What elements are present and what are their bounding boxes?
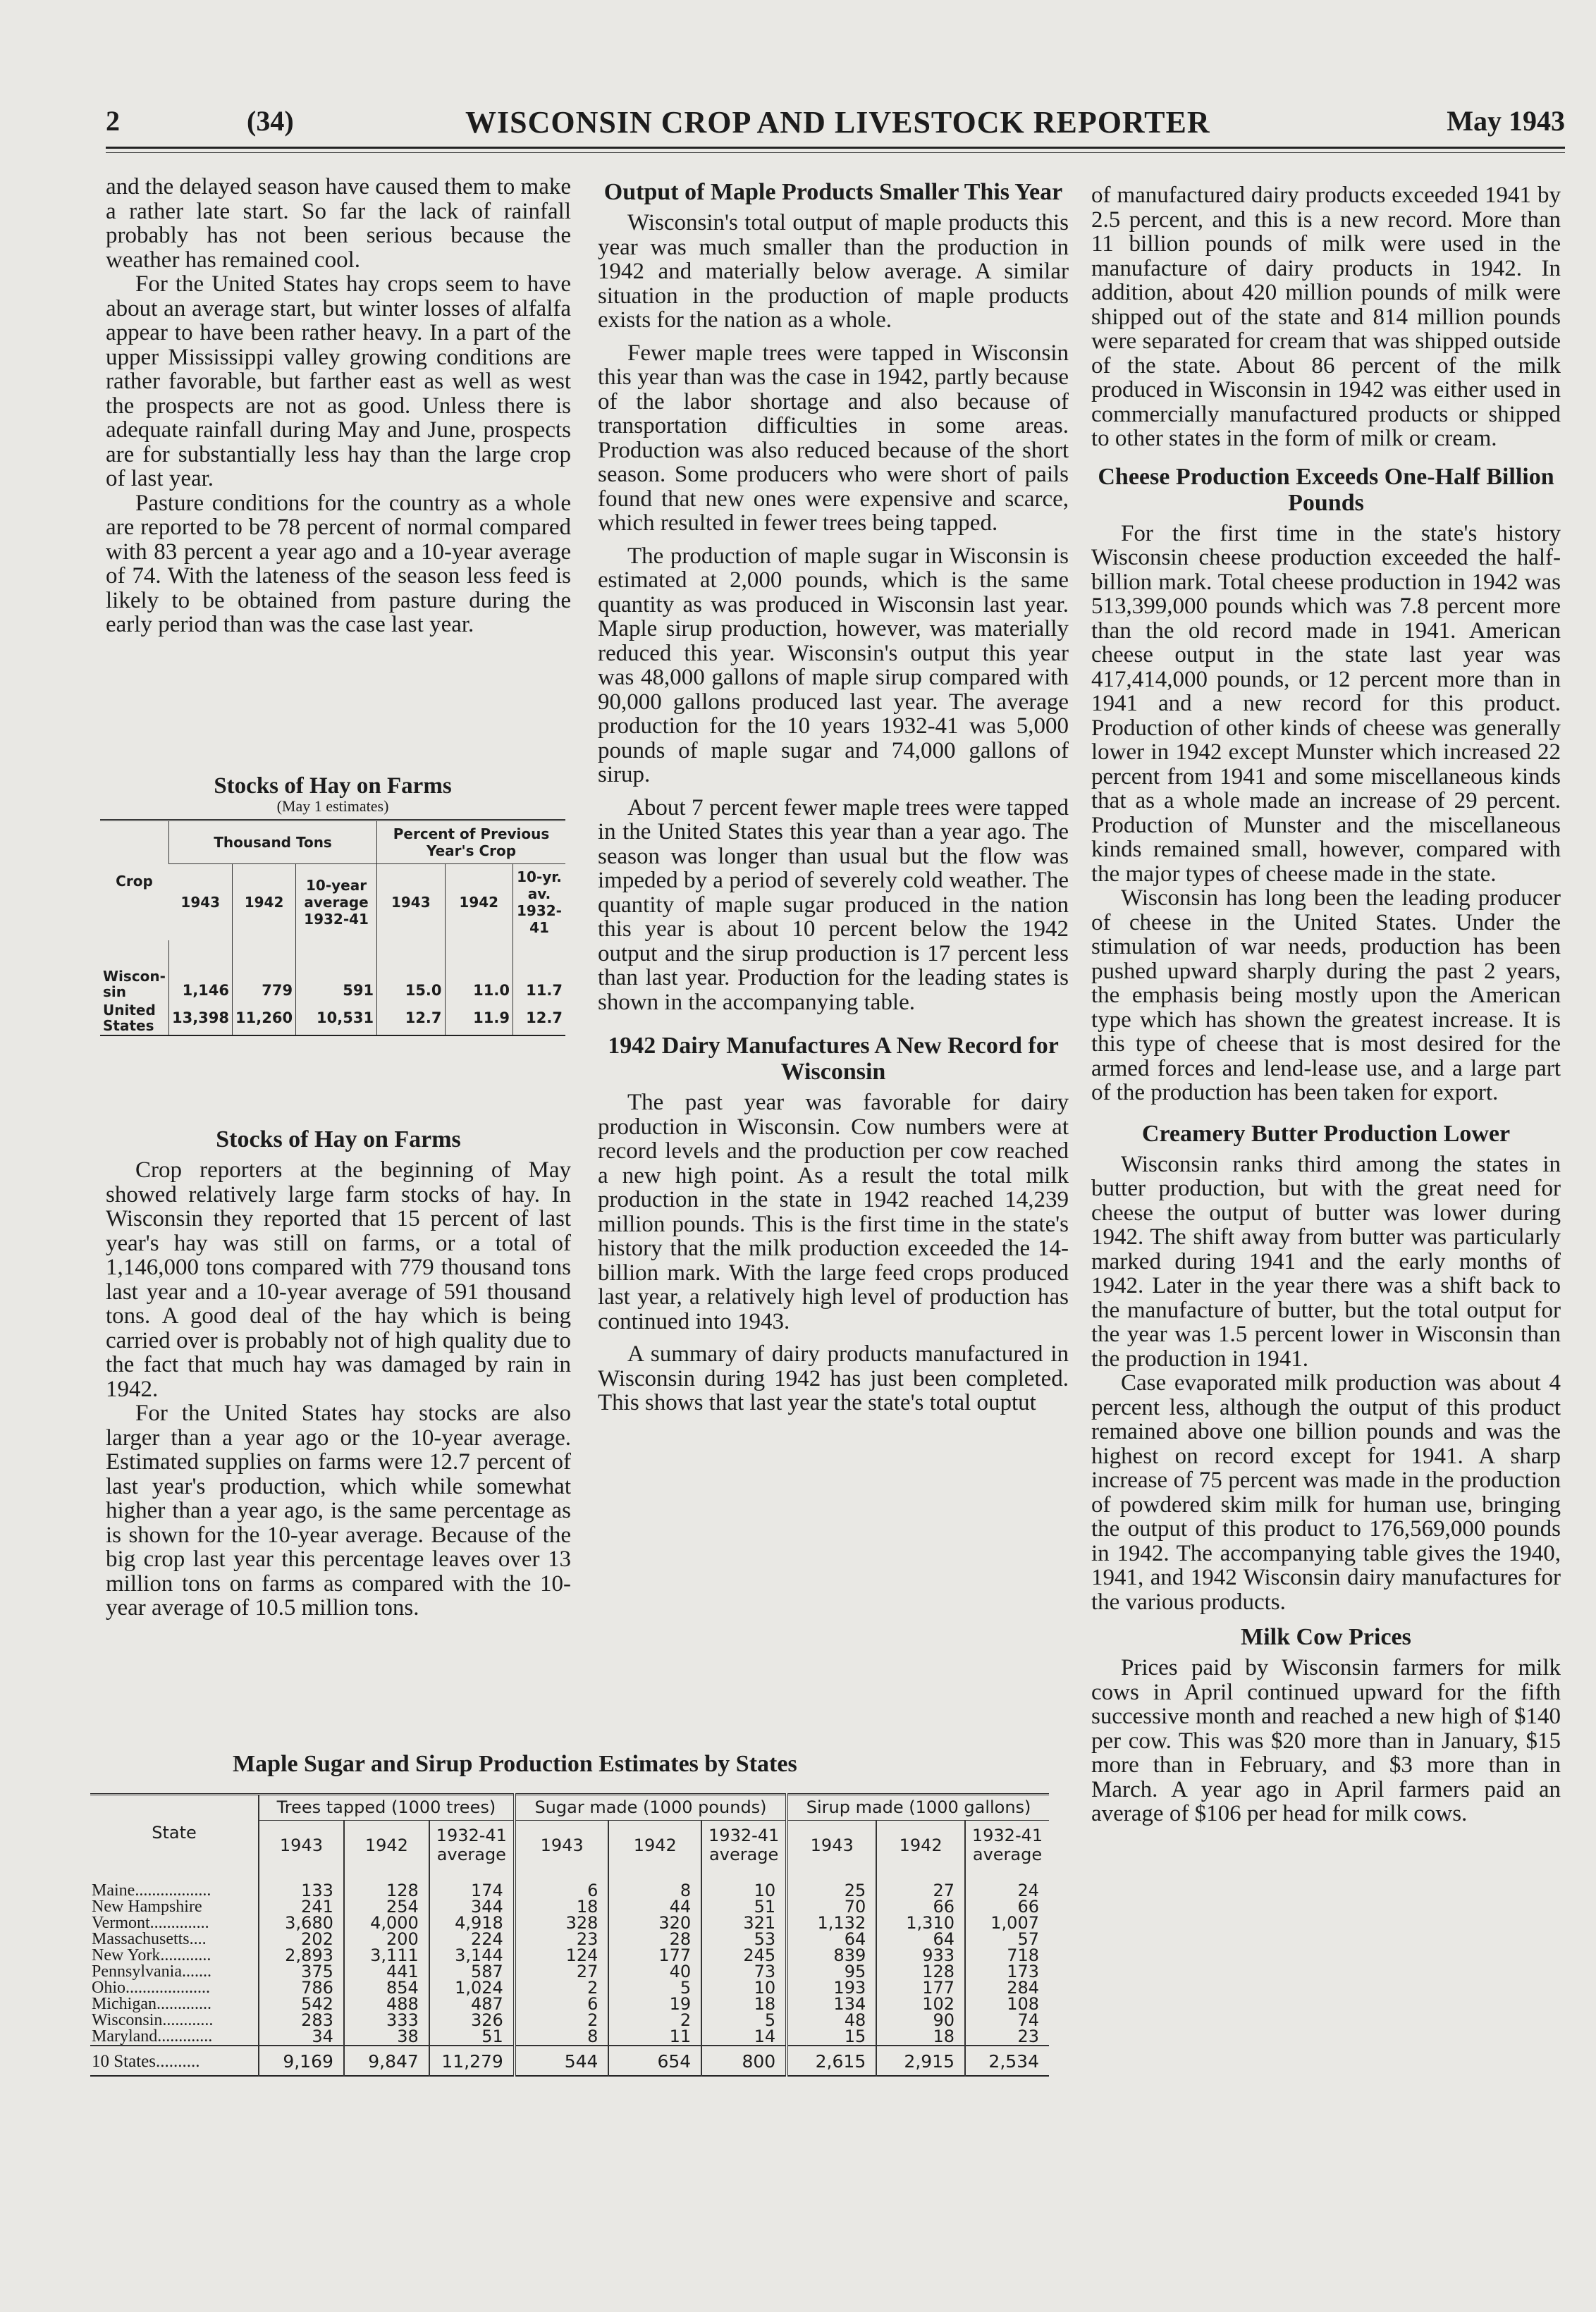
paragraph: and the delayed season have caused them to make a rather late start. So far the lack of rainfall probably has not been serious because the weather has remained cool. [106,174,571,273]
row-label: Pennsylvania....... [92,1962,211,1981]
column-header: 1943 [259,1821,344,1871]
table-cell: 224 [429,1931,515,1948]
table-cell: 25 [787,1870,876,1899]
table-cell: 27 [515,1964,609,1980]
row-label: Ohio.................... [92,1979,210,1997]
table-cell: 40 [608,1964,701,1980]
table-cell: 1,132 [787,1915,876,1931]
table-cell: 19 [608,1996,701,2012]
table-cell: 375 [259,1964,344,1980]
table-cell: 6 [515,1996,609,2012]
table-cell: 487 [429,1996,515,2012]
paragraph: Fewer maple trees were tapped in Wisconsin this year than was the case in 1942, partly because of the labor shortage and also because of transportation difficulties in some areas. Production was also reduced because of the short season. Some producers who were short of pails found that new ones were expensive and scarce, which resulted in fewer trees being tapped. [598,340,1069,536]
column-header: 1942 [344,1821,429,1871]
table-cell: 4,918 [429,1915,515,1931]
column-header: 10-year average 1932-41 [296,864,377,941]
table-cell: 718 [965,1948,1049,1964]
table-cell: 66 [965,1899,1049,1915]
table-cell: 2,915 [876,2046,965,2076]
maple-production-table [90,1793,1049,2077]
table-cell: 18 [515,1899,609,1915]
column-3 [1091,183,1561,1826]
table-cell: 333 [344,2012,429,2029]
table-cell: 254 [344,1899,429,1915]
paragraph: For the first time in the state's history Wisconsin cheese production exceeded the half-billion mark. Total cheese production in 1942 was 513,399,000 pounds which was 7.8 percent more than the old record made in 1941. American cheese output in the state last year was 417,414,000 pounds, or 12 percent more than in 1941 and a new record for this product. Production of other kinds of cheese was generally lower in 1942 except Munster which increased 22 percent from 1941 and some miscellaneous kinds that as a whole made an increase of 29 percent. Production of Munster and the miscellaneous kinds remained small, however, compared with the major types of cheese made in the state. [1091,520,1561,887]
table-cell: 542 [259,1996,344,2012]
column-header: 1942 [876,1821,965,1871]
table-cell: 28 [608,1931,701,1948]
table-cell: 328 [515,1915,609,1931]
table-row [90,2029,1049,2046]
table-cell: 9,847 [344,2046,429,2076]
table-cell: 23 [515,1931,609,1948]
row-label: New Hampshire [92,1898,202,1916]
row-label: Wisconsin............ [92,2011,214,2029]
hay-stocks-table-block [100,774,565,1036]
table-cell: 326 [429,2012,515,2029]
table-cell: 57 [965,1931,1049,1948]
table-cell: 786 [259,1980,344,1996]
table-row [100,1001,565,1035]
column-1-continued [106,1126,571,1621]
table-cell: 3,680 [259,1915,344,1931]
table-cell: 6 [515,1870,609,1899]
issue-date: May 1943 [1447,105,1565,137]
table-cell: 15 [787,2029,876,2046]
table-row [90,1980,1049,1996]
column-group-header: Sugar made (1000 pounds) [515,1795,787,1821]
section-heading: Cheese Production Exceeds One-Half Billion Pounds [1098,463,1554,516]
paragraph: Pasture conditions for the country as a whole are reported to be 78 percent of normal compared with 83 percent a year ago and a 10-year average of 74. With the lateness of the season less feed is likely to be obtained from pasture during the early period than was the case last year. [106,490,571,637]
row-label: New York............ [92,1946,211,1964]
column-header: 1932-41 average [429,1821,515,1871]
column-header: 1932-41 average [965,1821,1049,1871]
table-cell: 5 [608,1980,701,1996]
table-row [90,1948,1049,1964]
table-row [90,1964,1049,1980]
column-header: 1932-41 average [701,1821,787,1871]
column-group-header: Percent of Previous Year's Crop [377,820,565,864]
table-cell: 11.0 [445,940,512,1001]
table-cell: 11.9 [445,1001,512,1035]
row-label: 10 States.......... [90,2046,259,2076]
table-cell: 124 [515,1948,609,1964]
paragraph: For the United States hay crops seem to have about an average start, but winter losses of alfalfa appear to have been rather heavy. In a part of the upper Mississippi valley growing conditions are rather favorable, but farther east as well as west the prospects are not as good. Unless there is adequate rainfall during May and June, prospects are for substantially less hay than the large crop of last year. [106,271,571,491]
table-cell: 10 [701,1980,787,1996]
row-label: Michigan............. [92,1995,211,2013]
row-label: Wiscon- sin [103,968,166,1000]
table-cell: 591 [296,940,377,1001]
table-row [90,1870,1049,1899]
table-cell: 44 [608,1899,701,1915]
table-title: Stocks of Hay on Farms [214,773,452,799]
table-cell: 11 [608,2029,701,2046]
paragraph: Wisconsin has long been the leading producer of cheese in the United States. Under the stimulation of war needs, production has been pushed upward sharply during the past 2 years, the emphasis being mostly upon the American type which has shown the greatest increase. It is this type of cheese that is most desired for the armed forces and lend-lease use, and a large part of the production has been taken for export. [1091,885,1561,1105]
paragraph: Case evaporated milk production was about 4 percent less, although the output of this product remained above one billion pounds and was the highest on record except for 1941. A sharp increase of 75 percent was made in the production of powdered skim milk for human use, bringing the output of this product to 176,569,000 pounds in 1942. The accompanying table gives the 1940, 1941, and 1942 Wisconsin dairy manufactures for the various products. [1091,1370,1561,1615]
table-cell: 51 [429,2029,515,2046]
table-cell: 128 [876,1964,965,1980]
table-cell: 1,024 [429,1980,515,1996]
page-number: 2 [106,105,120,137]
table-cell: 13,398 [168,1001,232,1035]
table-cell: 5 [701,2012,787,2029]
table-cell: 4,000 [344,1915,429,1931]
table-cell: 134 [787,1996,876,2012]
row-label: Massachusetts.... [92,1930,207,1948]
table-cell: 27 [876,1870,965,1899]
paragraph: Wisconsin ranks third among the states in butter production, but with the great need for cheese the output of butter was lower during 1942. The shift away from butter was particularly marked during 1941 and the early months of 1942. Later in the year there was a shift back to the manufacture of butter, but the total output for the year was 1.5 percent lower in Wisconsin than the production in 1941. [1091,1151,1561,1372]
section-heading: Stocks of Hay on Farms [216,1126,461,1152]
table-cell: 95 [787,1964,876,1980]
column-header: 1943 [168,864,232,941]
header-rule [106,147,1565,149]
table-cell: 102 [876,1996,965,2012]
paragraph: The production of maple sugar in Wisconsin is estimated at 2,000 pounds, which is the same quantity as was produced in Wisconsin last year. Maple sirup production, however, was materially reduced this year. Wisconsin's output this year was 48,000 gallons of maple sirup compared with 90,000 gallons produced last year. The average production for the 10 years 1932-41 was 5,000 pounds of maple sugar and 74,000 gallons of sirup. [598,543,1069,787]
table-cell: 18 [701,1996,787,2012]
column-header: 10-yr. av. 1932-41 [513,864,566,941]
table-cell: 544 [515,2046,609,2076]
table-row [90,2012,1049,2029]
header-rule-thin [106,152,1565,153]
table-cell: 839 [787,1948,876,1964]
table-row [90,1915,1049,1931]
table-cell: 8 [515,2029,609,2046]
table-cell: 90 [876,2012,965,2029]
table-cell: 245 [701,1948,787,1964]
table-cell: 202 [259,1931,344,1948]
paragraph: The past year was favorable for dairy production in Wisconsin. Cow numbers were at record levels and the production per cow reached a new high point. As a result the total milk production in the state in 1942 reached 14,239 million pounds. This is the first time in the state's history that the milk production exceeded the 14-billion mark. With the large feed crops produced last year, a relatively high level of production has continued into 1943. [598,1090,1069,1334]
table-cell: 15.0 [377,940,445,1001]
table-cell: 854 [344,1980,429,1996]
table-cell: 64 [876,1931,965,1948]
table-cell: 64 [787,1931,876,1948]
table-cell: 11,260 [233,1001,296,1035]
table-cell: 933 [876,1948,965,1964]
table-cell: 10 [701,1870,787,1899]
paragraph: For the United States hay stocks are also larger than a year ago or the 10-year average. Estimated supplies on farms were 12.7 percent of last year's production, which while somewhat higher than a year ago, is the same percentage as is shown for the 10-year average. Because of the big crop last year this percentage leaves over 13 million tons on farms as compared with the 10-year average of 10.5 million tons. [106,1401,571,1621]
table-cell: 73 [701,1964,787,1980]
table-cell: 177 [876,1980,965,1996]
issue-number: (34) [247,105,294,137]
table-cell: 51 [701,1899,787,1915]
table-cell: 3,111 [344,1948,429,1964]
column-group-header: Sirup made (1000 gallons) [787,1795,1049,1821]
column-group-header: Thousand Tons [168,820,376,864]
paragraph: Crop reporters at the beginning of May showed relatively large farm stocks of hay. In Wisconsin they reported that 15 percent of last year's hay was still on farms, or a total of 1,146,000 tons compared with 779 thousand tons last year and a 10-year average of 591 thousand tons. A good deal of the hay which is being carried over is probably not of high quality due to the fact that much hay was damaged by rain in 1942. [106,1157,571,1402]
row-label: United States [103,1002,156,1034]
table-cell: 2,615 [787,2046,876,2076]
page-header [106,104,1565,147]
table-cell: 3,144 [429,1948,515,1964]
column-header: 1942 [233,864,296,941]
table-cell: 177 [608,1948,701,1964]
table-cell: 321 [701,1915,787,1931]
column-header: 1942 [445,864,512,941]
table-cell: 38 [344,2029,429,2046]
table-cell: 53 [701,1931,787,1948]
table-cell: 173 [965,1964,1049,1980]
table-cell: 488 [344,1996,429,2012]
table-cell: 2 [608,2012,701,2029]
table-cell: 8 [608,1870,701,1899]
table-cell: 320 [608,1915,701,1931]
table-cell: 66 [876,1899,965,1915]
section-heading: Output of Maple Products Smaller This Year [603,179,1063,205]
table-row [100,940,565,1001]
section-heading: 1942 Dairy Manufactures A New Record for Wisconsin [608,1033,1059,1085]
table-cell: 1,007 [965,1915,1049,1931]
table-cell: 11,279 [429,2046,515,2076]
table-cell: 284 [965,1980,1049,1996]
table-cell: 200 [344,1931,429,1948]
row-label: Maryland............. [92,2027,213,2046]
paragraph: of manufactured dairy products exceeded 1941 by 2.5 percent, and this is a new record. More than 11 billion pounds of milk were used in the manufacture of dairy products in 1942. In addition, about 420 million pounds of milk were shipped out of the state and 814 million pounds were separated for cream that was shipped outside of the state. About 86 percent of the milk produced in Wisconsin in 1942 was either used in commercially manufactured products or shipped to other states in the form of milk or cream. [1091,183,1561,451]
table-cell: 587 [429,1964,515,1980]
column-header: 1943 [515,1821,609,1871]
publication-title: WISCONSIN CROP AND LIVESTOCK REPORTER [465,105,1210,140]
hay-stocks-table [100,819,565,1036]
table-cell: 2,534 [965,2046,1049,2076]
column-header: 1942 [608,1821,701,1871]
table-cell: 12.7 [513,1001,566,1035]
table-cell: 779 [233,940,296,1001]
column-2 [598,179,1069,1415]
table-cell: 70 [787,1899,876,1915]
table-cell: 283 [259,2012,344,2029]
column-1 [106,175,571,637]
table-cell: 441 [344,1964,429,1980]
table-cell: 23 [965,2029,1049,2046]
table-cell: 1,146 [168,940,232,1001]
table-cell: 174 [429,1870,515,1899]
table-cell: 11.7 [513,940,566,1001]
table-cell: 10,531 [296,1001,377,1035]
table-cell: 241 [259,1899,344,1915]
table-total-row [90,2046,1049,2076]
table-cell: 2 [515,2012,609,2029]
table-subtitle: (May 1 estimates) [276,797,389,815]
column-header: 1943 [787,1821,876,1871]
paragraph: A summary of dairy products manufactured in Wisconsin during 1942 has just been completed. This shows that last year the state's total ouptut [598,1341,1069,1415]
table-title: Maple Sugar and Sirup Production Estimates by States [233,1751,797,1777]
table-cell: 18 [876,2029,965,2046]
table-row [90,1996,1049,2012]
table-cell: 800 [701,2046,787,2076]
column-group-header: Trees tapped (1000 trees) [259,1795,515,1821]
table-cell: 128 [344,1870,429,1899]
row-label: Maine.................. [92,1881,211,1900]
row-label: Vermont.............. [92,1914,209,1932]
column-header: State [152,1822,197,1843]
column-header: Crop [116,872,153,890]
table-cell: 12.7 [377,1001,445,1035]
table-cell: 654 [608,2046,701,2076]
table-cell: 344 [429,1899,515,1915]
table-cell: 193 [787,1980,876,1996]
paragraph: About 7 percent fewer maple trees were tapped in the United States this year than a year ago. The season was longer than usual but the flow was impeded by a period of severely cold weather. The quantity of maple sugar produced in the nation this year is about 10 percent below the 1942 output and the sirup production is 17 percent less than last year. Production for the leading states is shown in the accompanying table. [598,794,1069,1015]
table-cell: 74 [965,2012,1049,2029]
table-cell: 14 [701,2029,787,2046]
table-cell: 9,169 [259,2046,344,2076]
table-cell: 1,310 [876,1915,965,1931]
column-header: 1943 [377,864,445,941]
paragraph: Prices paid by Wisconsin farmers for milk cows in April continued upward for the fifth successive month and reached a new high of $140 per cow. This was $20 more than in January, $15 more than in February, and $3 more than in March. A year ago in April farmers paid an average of $106 per head for milk cows. [1091,1655,1561,1826]
table-cell: 133 [259,1870,344,1899]
table-cell: 48 [787,2012,876,2029]
table-cell: 24 [965,1870,1049,1899]
section-heading: Creamery Butter Production Lower [1141,1120,1511,1147]
section-heading: Milk Cow Prices [1241,1624,1411,1650]
table-cell: 2,893 [259,1948,344,1964]
table-cell: 108 [965,1996,1049,2012]
table-cell: 2 [515,1980,609,1996]
paragraph: Wisconsin's total output of maple products this year was much smaller than the production in 1942 and materially below average. A similar situation in the production of maple products exists for the nation as a whole. [598,210,1069,333]
table-cell: 34 [259,2029,344,2046]
